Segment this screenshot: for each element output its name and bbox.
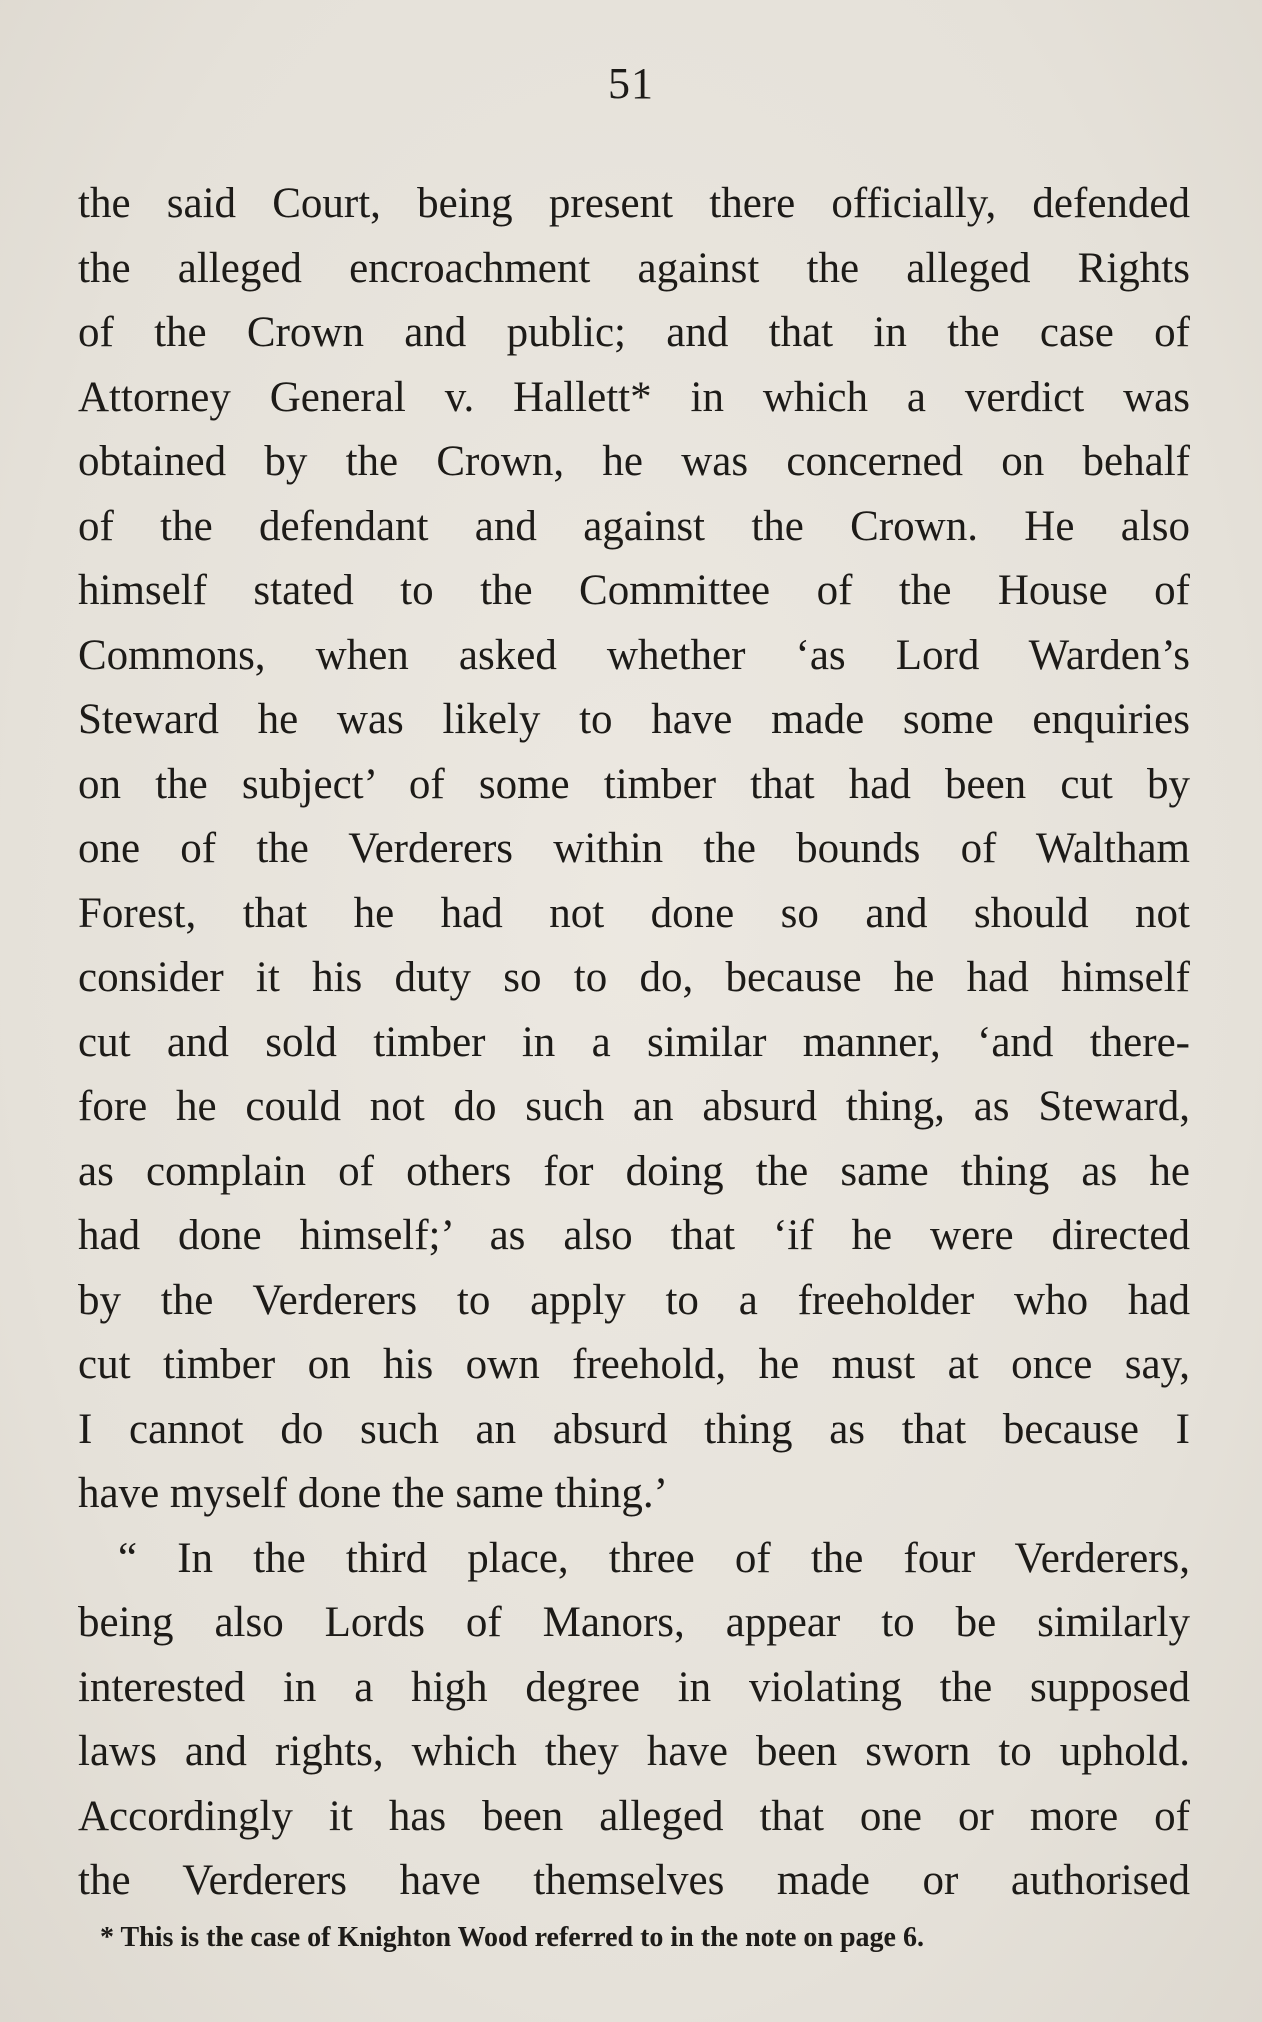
text-line: consider it his duty so to do, because he had himself xyxy=(78,954,1190,1001)
text-line: I cannot do such an absurd thing as that because I xyxy=(78,1405,1190,1453)
text-line: the said Court, being present there officially, defended xyxy=(78,180,1190,227)
text-line: Attorney General v. Hallett* in which a verdict was xyxy=(78,373,1190,421)
text-line: cut timber on his own freehold, he must at once say, xyxy=(78,1341,1190,1388)
text-line: fore he could not do such an absurd thing, as Steward, xyxy=(78,1083,1190,1130)
text-line: of the defendant and against the Crown. He also xyxy=(78,502,1190,550)
text-line: as complain of others for doing the same thing as he xyxy=(78,1147,1190,1195)
text-line: of the Crown and public; and that in the case of xyxy=(78,309,1190,356)
footnote: * This is the case of Knighton Wood referred to in the note on page 6. xyxy=(100,1922,924,1953)
text-line: laws and rights, which they have been sworn to uphold. xyxy=(78,1728,1190,1775)
text-line: had done himself;’ as also that ‘if he were directed xyxy=(78,1212,1190,1259)
text-line: obtained by the Crown, he was concerned on behalf xyxy=(78,438,1190,485)
paragraph-start-line: “ In the third place, three of the four Verderers, xyxy=(118,1534,1190,1582)
text-line: the alleged encroachment against the alleged Rights xyxy=(78,244,1190,292)
text-line: the Verderers have themselves made or authorised xyxy=(78,1857,1190,1904)
page-number: 51 xyxy=(608,59,654,108)
text-line: being also Lords of Manors, appear to be similarly xyxy=(78,1599,1190,1646)
text-line: Accordingly it has been alleged that one or more of xyxy=(78,1792,1190,1840)
text-line: Commons, when asked whether ‘as Lord Warden’s xyxy=(78,631,1190,679)
body-text xyxy=(78,172,1190,1914)
text-line: Steward he was likely to have made some enquiries xyxy=(78,696,1190,743)
text-line: on the subject’ of some timber that had been cut by xyxy=(78,760,1190,808)
paragraph-end-line: have myself done the same thing.’ xyxy=(78,1470,668,1517)
text-line: by the Verderers to apply to a freeholder who had xyxy=(78,1276,1190,1324)
text-line: cut and sold timber in a similar manner, ‘and there- xyxy=(78,1018,1190,1066)
text-line: interested in a high degree in violating the supposed xyxy=(78,1663,1190,1711)
text-line: one of the Verderers within the bounds of Waltham xyxy=(78,825,1190,872)
text-line: himself stated to the Committee of the House of xyxy=(78,567,1190,614)
text-line: Forest, that he had not done so and should not xyxy=(78,889,1190,937)
